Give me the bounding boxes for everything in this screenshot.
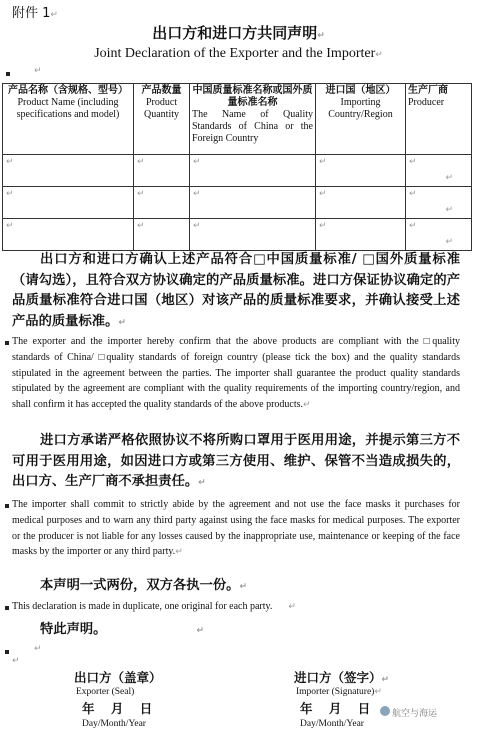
wechat-logo-icon <box>380 706 390 716</box>
exporter-seal-english: Exporter (Seal) <box>76 687 135 697</box>
paragraph-2-chinese: 进口方承诺严格依照协议不将所购口罩用于医用用途，并提示第三方不可用于医用用途，如因进口方或第三方使用、维护、保管不当造成损失的，出口方、生产厂商不承担责任。↵ <box>12 433 460 489</box>
table-cell[interactable]: ↵ <box>134 155 190 187</box>
table-cell[interactable]: ↵ ↵ <box>406 155 472 187</box>
paragraph-mark <box>5 504 9 508</box>
paragraph-mark <box>5 341 9 345</box>
header-producer: 生产厂商 Producer <box>406 84 472 155</box>
table-cell[interactable]: ↵ <box>316 187 406 219</box>
table-cell[interactable]: ↵ <box>316 155 406 187</box>
paragraph-1-chinese: 出口方和进口方确认上述产品符合□中国质量标准/ □国外质量标准（请勾选），且符合双方协议确定的产品质量标准。进口方保证协议确定的产品质量标准符合进口国（地区）对该产品的质量标准要求，并确认接受上述产品的质量标准。↵ <box>12 252 460 329</box>
paragraph-mark <box>5 650 9 654</box>
table-cell[interactable]: ↵ <box>134 219 190 251</box>
table-cell[interactable]: ↵ <box>3 187 134 219</box>
paragraph-3-chinese: 本声明一式两份，双方各执一份。↵ <box>40 578 247 593</box>
importer-signature-english: Importer (Signature)↵ <box>296 687 382 697</box>
paragraph-3-english: This declaration is made in duplicate, one original for each party. ↵ <box>12 601 296 612</box>
table-row <box>3 155 472 187</box>
paragraph-mark <box>6 72 10 76</box>
paragraph-mark <box>5 606 9 610</box>
table-cell[interactable]: ↵ <box>316 219 406 251</box>
table-cell[interactable]: ↵ ↵ <box>406 219 472 251</box>
exporter-date-cn: 年 月 日 <box>82 701 153 716</box>
table-header-row <box>3 84 472 155</box>
annex-label: 附件 1↵ <box>12 6 58 21</box>
importer-date-en: Day/Month/Year <box>300 719 364 729</box>
paragraph-4-chinese: 特此声明。 ↵ <box>40 622 205 637</box>
table-cell[interactable]: ↵ <box>190 219 316 251</box>
table-cell[interactable]: ↵ <box>3 219 134 251</box>
header-quality-standard: 中国质量标准名称或国外质量标准名称 The Name of Quality Standards of China or the Foreign Country <box>190 84 316 155</box>
exporter-date-en: Day/Month/Year <box>82 719 146 729</box>
table-row <box>3 219 472 251</box>
paragraph-2-english: The importer shall commit to strictly abide by the agreement and not use the face masks it purchases for medical purposes and to warn any third party against using the face masks for medical purposes. The exporter or the producer is not liable for any losses caused by the inappropriate use, maintenance or keeping of the face masks by the importer or any third party.↵ <box>12 499 460 558</box>
header-quantity: 产品数量 Product Quantity <box>134 84 190 155</box>
importer-date-cn: 年 月 日 <box>300 701 371 716</box>
exporter-seal-label: 出口方（盖章） <box>74 670 162 685</box>
table-cell[interactable]: ↵ <box>3 155 134 187</box>
table-cell[interactable]: ↵ <box>190 155 316 187</box>
table-cell[interactable]: ↵ <box>190 187 316 219</box>
return-mark: ↵ <box>34 66 42 76</box>
table-cell[interactable]: ↵ ↵ <box>406 187 472 219</box>
paragraph-1-english: The exporter and the importer hereby confirm that the above products are compliant with the □quality standards of China/ □quality standards of foreign country (please tick the box) and the quality standards stipulated in the agreement between the parties. The importer shall guarantee the product quality standards stipulated by the agreement are compliant with the quality requirements of the importing country/region, and shall confirm it has accepted the quality standards of the above products.↵ <box>12 336 460 411</box>
header-importing-country: 进口国（地区） Importing Country/Region <box>316 84 406 155</box>
product-table <box>2 83 472 251</box>
table-row <box>3 187 472 219</box>
return-mark: ↵ <box>12 656 20 666</box>
importer-signature-label: 进口方（签字）↵ <box>294 670 390 685</box>
title-english: Joint Declaration of the Exporter and the Importer↵ <box>94 46 383 61</box>
return-mark: ↵ <box>34 644 42 654</box>
title-chinese: 出口方和进口方共同声明↵ <box>152 24 325 42</box>
table-cell[interactable]: ↵ <box>134 187 190 219</box>
header-product-name: 产品名称（含规格、型号） Product Name (including specifications and model) <box>3 84 134 155</box>
watermark-text: 航空与海运 <box>392 709 438 719</box>
